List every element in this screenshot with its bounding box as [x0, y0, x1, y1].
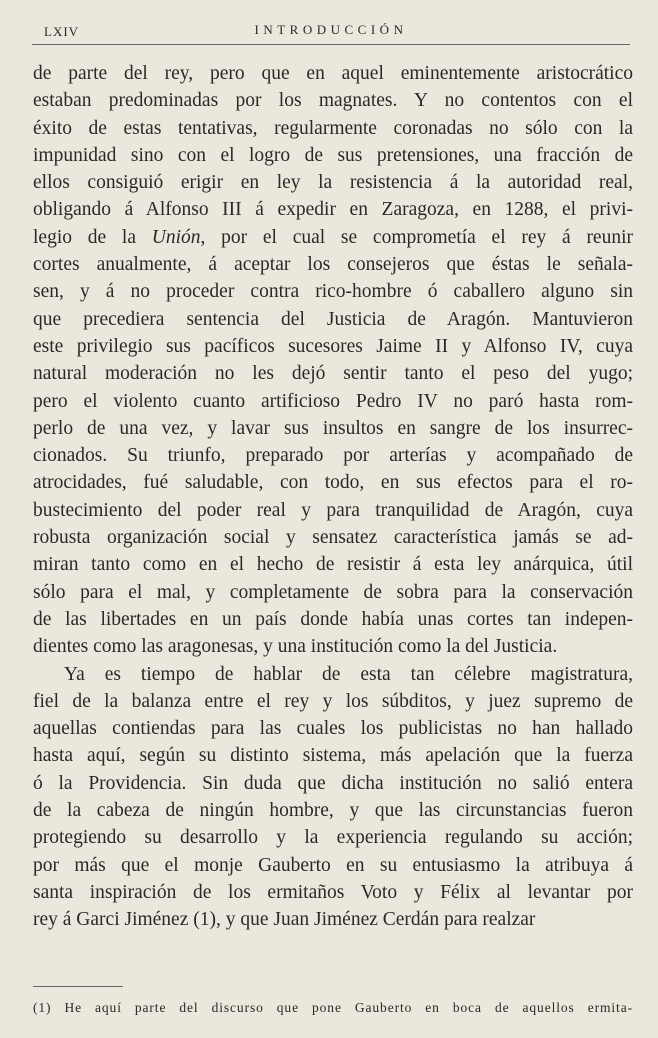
text-line: cionados. Su triunfo, preparado por arterías y acompañado de	[33, 445, 633, 467]
text-line: cortes anualmente, á aceptar los consejeros que éstas le señala-	[33, 254, 633, 276]
text-line: de parte del rey, pero que en aquel eminentemente aristocrático	[33, 63, 633, 84]
text-line: legio de la Unión, por el cual se comprometía el rey á reunir	[33, 226, 633, 248]
italic-term: Unión	[151, 226, 201, 248]
text-line: robusta organización social y sensatez característica jamás se ad-	[33, 527, 633, 549]
paragraph	[33, 60, 633, 661]
text-line: Ya es tiempo de hablar de esta tan célebre magistratura,	[64, 663, 633, 685]
text-line: obligando á Alfonso III á expedir en Zaragoza, en 1288, el privi-	[33, 199, 633, 221]
text-line: que precediera sentencia del Justicia de Aragón. Mantuvieron	[33, 308, 633, 330]
text-line: aquellas contiendas para las cuales los publicistas no han hallado	[33, 718, 633, 740]
text-line: pero el violento cuanto artificioso Pedro IV no paró hasta rom-	[33, 390, 633, 412]
text-line: de la cabeza de ningún hombre, y que las circunstancias fueron	[33, 800, 633, 822]
text-line: estaban predominadas por los magnates. Y no contentos con el	[33, 90, 633, 112]
page-number: LXIV	[44, 24, 80, 39]
text-line: sen, y á no proceder contra rico-hombre ó caballero alguno sin	[33, 281, 633, 303]
text-line: hasta aquí, según su distinto sistema, más apelación que la fuerza	[33, 745, 633, 767]
text-line: ó la Providencia. Sin duda que dicha institución no salió entera	[33, 772, 633, 794]
text-line: natural moderación no les dejó sentir tanto el peso del yugo;	[33, 363, 633, 385]
text-line: impunidad sino con el logro de sus pretensiones, una fracción de	[33, 144, 633, 166]
page-header	[32, 20, 630, 44]
footnote-rule	[33, 986, 123, 987]
text-line: éxito de estas tentativas, regularmente coronadas no sólo con la	[33, 117, 633, 139]
footnote: (1) He aquí parte del discurso que pone Gauberto en boca de aquellos ermita-	[33, 1000, 633, 1015]
body-text	[33, 60, 633, 934]
text-line: de las libertades en un país donde había unas cortes tan indepen-	[33, 608, 633, 630]
text-line: perlo de una vez, y lavar sus insultos en sangre de los insurrec-	[33, 417, 633, 439]
header-rule	[32, 44, 630, 45]
text-line: por más que el monje Gauberto en su entusiasmo la atribuya á	[33, 854, 633, 876]
running-title: INTRODUCCIÓN	[254, 22, 408, 37]
text-line: fiel de la balanza entre el rey y los súbditos, y juez supremo de	[33, 690, 633, 712]
paragraph	[33, 661, 633, 934]
text-line: miran tanto como en el hecho de resistir á esta ley anárquica, útil	[33, 554, 633, 576]
text-line: dientes como las aragonesas, y una institución como la del Justicia.	[33, 636, 558, 658]
text-line: sólo para el mal, y completamente de sobra para la conservación	[33, 581, 633, 603]
text-line: protegiendo su desarrollo y la experiencia regulando su acción;	[33, 827, 633, 849]
text-line: este privilegio sus pacíficos sucesores Jaime II y Alfonso IV, cuya	[33, 335, 633, 357]
text-line: atrocidades, fué saludable, con todo, en sus efectos para el ro-	[33, 472, 633, 494]
text-line: bustecimiento del poder real y para tranquilidad de Aragón, cuya	[33, 499, 633, 521]
text-line: ellos consiguió erigir en ley la resistencia á la autoridad real,	[33, 172, 633, 194]
text-line: rey á Garci Jiménez (1), y que Juan Jiménez Cerdán para realzar	[33, 909, 536, 931]
text-line: santa inspiración de los ermitaños Voto y Félix al levantar por	[33, 881, 633, 903]
